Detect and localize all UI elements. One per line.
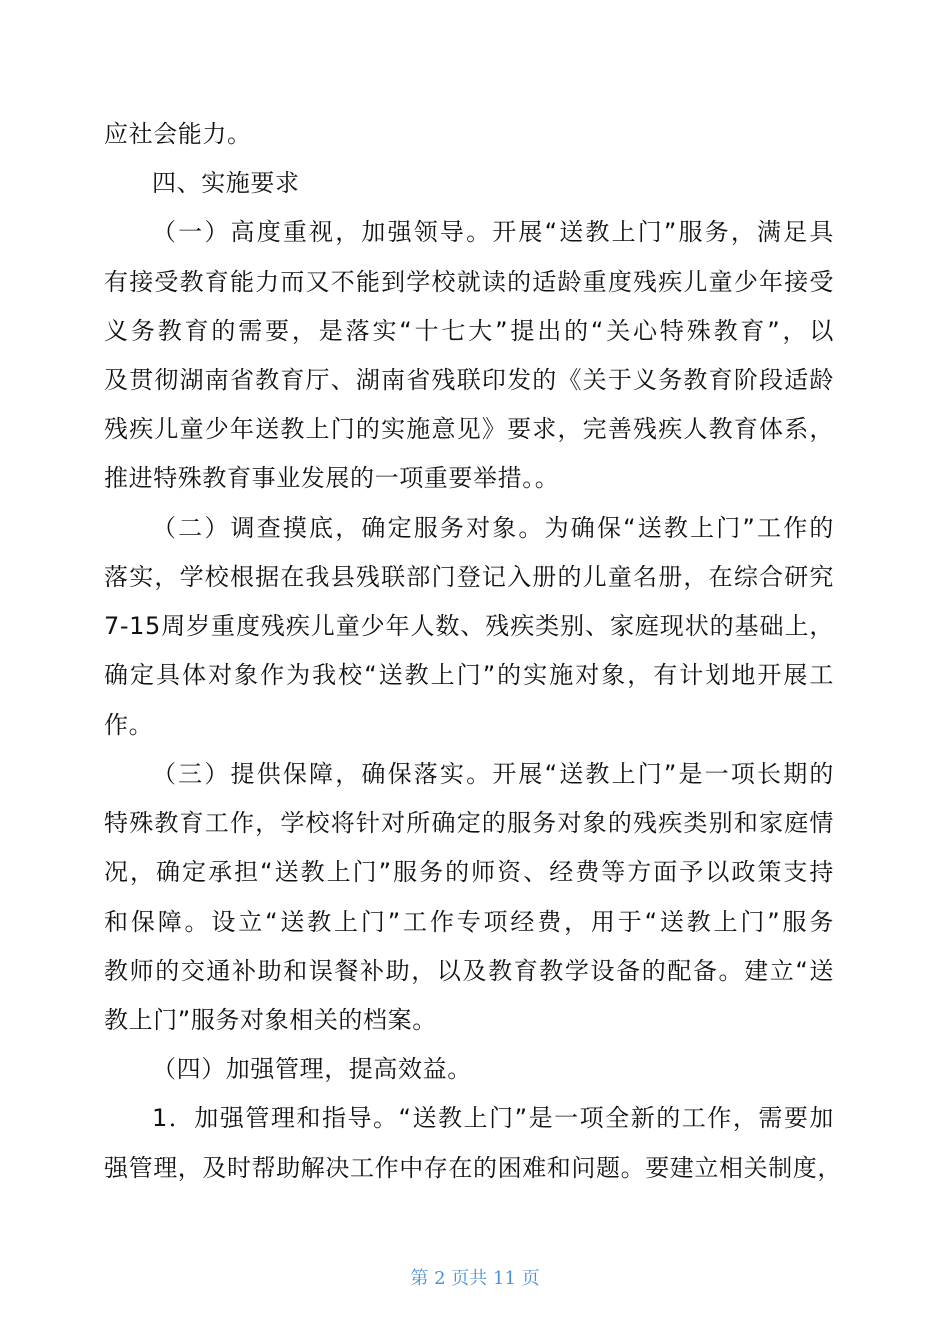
paragraph-line: 1．加强管理和指导。“送教上门”是一项全新的工作，需要加 [152, 1104, 834, 1132]
paragraph-line: （二）调查摸底，确定服务对象。为确保“送教上门”工作的 [152, 514, 834, 542]
paragraph-line: 况，确定承担“送教上门”服务的师资、经费等方面予以政策支持 [104, 858, 834, 886]
paragraph-line: 教师的交通补助和误餐补助，以及教育教学设备的配备。建立“送 [104, 957, 834, 985]
paragraph-line: 应社会能力。 [104, 120, 252, 148]
paragraph-line: 7-15周岁重度残疾儿童少年人数、残疾类别、家庭现状的基础上， [104, 612, 834, 640]
paragraph-line: 残疾儿童少年送教上门的实施意见》要求，完善残疾人教育体系， [104, 415, 834, 443]
subsection-heading: （四）加强管理，提高效益。 [152, 1055, 472, 1083]
paragraph-line: 落实，学校根据在我县残联部门登记入册的儿童名册，在综合研究 [104, 563, 834, 591]
paragraph-line: 和保障。设立“送教上门”工作专项经费，用于“送教上门”服务 [104, 908, 834, 936]
paragraph-line: 强管理，及时帮助解决工作中存在的困难和问题。要建立相关制度， [104, 1154, 842, 1182]
paragraph-line: 义务教育的需要，是落实“十七大”提出的“关心特殊教育”，以 [104, 317, 834, 345]
paragraph-line: （一）高度重视，加强领导。开展“送教上门”服务，满足具 [152, 218, 834, 246]
paragraph-line: 有接受教育能力而又不能到学校就读的适龄重度残疾儿童少年接受 [104, 268, 834, 296]
paragraph-line: 及贯彻湖南省教育厅、湖南省残联印发的《关于义务教育阶段适龄 [104, 366, 834, 394]
paragraph-line: （三）提供保障，确保落实。开展“送教上门”是一项长期的 [152, 760, 834, 788]
section-heading: 四、实施要求 [152, 169, 300, 197]
paragraph-line: 推进特殊教育事业发展的一项重要举措。。 [104, 464, 560, 492]
page-number-footer: 第 2 页共 11 页 [410, 1268, 540, 1289]
paragraph-line: 特殊教育工作，学校将针对所确定的服务对象的残疾类别和家庭情 [104, 809, 834, 837]
paragraph-line: 确定具体对象作为我校“送教上门”的实施对象，有计划地开展工 [104, 661, 834, 689]
paragraph-line: 教上门”服务对象相关的档案。 [104, 1006, 437, 1034]
paragraph-line: 作。 [104, 711, 154, 739]
